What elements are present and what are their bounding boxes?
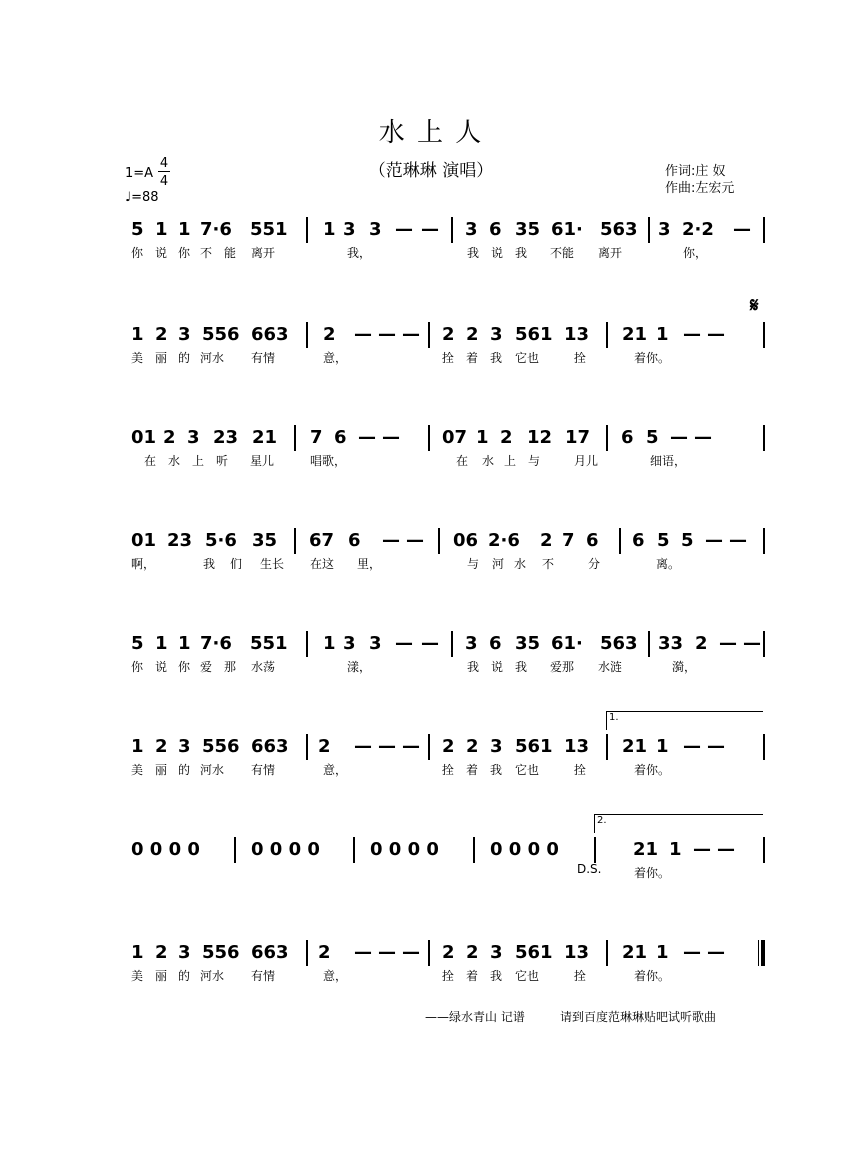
note: 23 (167, 530, 193, 551)
bar-line (306, 322, 308, 348)
note: 5 (681, 530, 694, 551)
final-bar-thick (761, 940, 764, 966)
lyric: 星儿 (250, 454, 275, 468)
note: 0 0 0 0 (251, 839, 320, 860)
bar-line (294, 528, 296, 554)
note: 563 (600, 633, 638, 654)
bar-line (606, 734, 608, 760)
score-line (0, 524, 862, 604)
note: 13 (564, 324, 590, 345)
lyricist-credit: 作词:庄 奴 (665, 164, 726, 179)
note: 7·6 (200, 219, 232, 240)
note: — (683, 736, 701, 757)
note: 561 (515, 324, 553, 345)
bar-line (763, 837, 765, 863)
note: — (733, 219, 751, 240)
note: — (670, 427, 688, 448)
lyric: 意， (323, 763, 348, 777)
lyric: 着你。 (634, 969, 671, 983)
lyric: 不能 (550, 246, 575, 260)
lyric: 水荡 (251, 660, 276, 674)
note: 1 (323, 633, 336, 654)
bar-line (306, 734, 308, 760)
note: 3 (465, 633, 478, 654)
volta-2 (594, 814, 763, 833)
lyric: 着 (466, 351, 479, 365)
bar-line (428, 425, 430, 451)
lyric: 们 (230, 557, 243, 571)
lyric: 我 (467, 660, 480, 674)
note: 21 (622, 324, 648, 345)
note: 3 (187, 427, 200, 448)
bar-line (428, 322, 430, 348)
lyric: 不 (542, 557, 555, 571)
lyric: 我 (203, 557, 216, 571)
lyric: 说 (155, 246, 168, 260)
note: 2 (318, 942, 331, 963)
lyric: 漾， (347, 660, 372, 674)
note: 1 (669, 839, 682, 860)
note: — (406, 530, 424, 551)
note: 07 (442, 427, 468, 448)
note: 3 (178, 942, 191, 963)
volta-2-label: 2. (597, 815, 607, 826)
note: 2 (155, 736, 168, 757)
note: 23 (213, 427, 239, 448)
note: 0 0 0 0 (370, 839, 439, 860)
note: 6 (632, 530, 645, 551)
note: 6 (334, 427, 347, 448)
note: 1 (178, 219, 191, 240)
note: 6 (489, 633, 502, 654)
note: 2·2 (682, 219, 714, 240)
lyric: 上 (192, 454, 205, 468)
listening-note: 请到百度范琳琳贴吧试听歌曲 (560, 1010, 717, 1024)
note: 556 (202, 942, 240, 963)
lyric: 生长 (260, 557, 285, 571)
note: — (683, 324, 701, 345)
bar-line (594, 837, 596, 863)
lyric: 说 (491, 246, 504, 260)
lyric: 有情 (251, 351, 276, 365)
lyric: 河水 (200, 969, 225, 983)
note: — (358, 427, 376, 448)
time-signature-numerator: 4 (159, 156, 169, 171)
note: 21 (252, 427, 278, 448)
note: 5 (131, 219, 144, 240)
lyric: 月儿 (574, 454, 599, 468)
segno-sign: 𝄋 (750, 293, 759, 317)
lyric: 我， (347, 246, 372, 260)
note: 2 (155, 324, 168, 345)
bar-line (763, 217, 765, 243)
lyric: 意， (323, 351, 348, 365)
lyric: 它也 (515, 351, 540, 365)
composer-credit: 作曲:左宏元 (665, 181, 735, 196)
note: 1 (155, 219, 168, 240)
note: 0 0 0 0 (131, 839, 200, 860)
lyric: 细语， (650, 454, 687, 468)
note: 551 (250, 633, 288, 654)
note: 2 (500, 427, 513, 448)
bar-line (234, 837, 236, 863)
note: — (378, 736, 396, 757)
final-bar-thin (758, 940, 759, 966)
lyric: 着你。 (634, 866, 671, 880)
note: — (402, 324, 420, 345)
note: 2 (442, 736, 455, 757)
bar-line (606, 322, 608, 348)
note: 551 (250, 219, 288, 240)
lyric: 你 (178, 246, 191, 260)
lyric: 拴 (442, 969, 455, 983)
lyric: 你 (131, 246, 144, 260)
bar-line (306, 631, 308, 657)
note: 0 0 0 0 (490, 839, 559, 860)
note: 1 (476, 427, 489, 448)
note: 2 (540, 530, 553, 551)
note: 3 (343, 219, 356, 240)
note: 3 (465, 219, 478, 240)
score-line (0, 730, 862, 810)
bar-line (473, 837, 475, 863)
lyric: 漪， (672, 660, 697, 674)
note: 1 (656, 736, 669, 757)
note: — (354, 324, 372, 345)
note: 1 (323, 219, 336, 240)
note: 561 (515, 736, 553, 757)
lyric: 拴 (442, 351, 455, 365)
lyric: 河水 (200, 763, 225, 777)
lyric: 美 (131, 969, 144, 983)
lyric: 里， (357, 557, 382, 571)
bar-line (763, 425, 765, 451)
lyric: 你 (131, 660, 144, 674)
lyric: 与 (528, 454, 541, 468)
note: 6 (586, 530, 599, 551)
lyric: 我 (490, 351, 503, 365)
bar-line (451, 631, 453, 657)
note: 2 (155, 942, 168, 963)
note: 01 (131, 530, 157, 551)
lyric: 拴 (574, 763, 587, 777)
note: — (693, 839, 711, 860)
lyric: 说 (491, 660, 504, 674)
volta-1-label: 1. (609, 712, 619, 723)
lyric: 丽 (155, 969, 168, 983)
note: — (717, 839, 735, 860)
lyric: 唱歌， (310, 454, 347, 468)
bar-line (428, 734, 430, 760)
note: 21 (622, 942, 648, 963)
note: 35 (252, 530, 278, 551)
note: — (378, 324, 396, 345)
note: — (402, 942, 420, 963)
note: 663 (251, 942, 289, 963)
note: 1 (131, 942, 144, 963)
note: — (354, 736, 372, 757)
note: 01 (131, 427, 157, 448)
lyric: 离开 (598, 246, 623, 260)
note: 3 (178, 736, 191, 757)
note: 3 (490, 324, 503, 345)
note: 1 (656, 324, 669, 345)
lyric: 在这 (310, 557, 335, 571)
lyric: 着你。 (634, 351, 671, 365)
lyric: 你， (683, 246, 708, 260)
lyric: 水 (482, 454, 495, 468)
note: 2 (466, 736, 479, 757)
lyric: 你 (178, 660, 191, 674)
key-signature: 1=A (125, 166, 154, 181)
lyric: 它也 (515, 763, 540, 777)
bar-line (606, 425, 608, 451)
note: 5·6 (205, 530, 237, 551)
lyric: 在 (456, 454, 469, 468)
note: 21 (622, 736, 648, 757)
note: 561 (515, 942, 553, 963)
bar-line (438, 528, 440, 554)
note: — (707, 324, 725, 345)
lyric: 我 (467, 246, 480, 260)
lyric: 听 (216, 454, 229, 468)
note: 35 (515, 219, 541, 240)
lyric: 爱 (200, 660, 213, 674)
note: 3 (178, 324, 191, 345)
bar-line (619, 528, 621, 554)
song-title: 水 上 人 (378, 118, 484, 148)
note: — (683, 942, 701, 963)
note: — (421, 633, 439, 654)
note: — (354, 942, 372, 963)
note: — (395, 633, 413, 654)
note: — (421, 219, 439, 240)
lyric: 我 (490, 969, 503, 983)
tempo-marking: ♩=88 (125, 190, 159, 205)
bar-line (763, 734, 765, 760)
lyric: 着 (466, 763, 479, 777)
note: 1 (131, 324, 144, 345)
note: 556 (202, 324, 240, 345)
lyric: 拴 (574, 351, 587, 365)
bar-line (428, 940, 430, 966)
lyric: 那 (224, 660, 237, 674)
bar-line (353, 837, 355, 863)
note: — (382, 427, 400, 448)
note: 6 (348, 530, 361, 551)
lyric: 爱那 (550, 660, 575, 674)
note: 3 (369, 633, 382, 654)
bar-line (648, 217, 650, 243)
lyric: 美 (131, 763, 144, 777)
note: — (694, 427, 712, 448)
note: 35 (515, 633, 541, 654)
score-line (0, 318, 862, 398)
score-line (0, 936, 862, 1016)
lyric: 我 (515, 246, 528, 260)
note: — (378, 942, 396, 963)
lyric: 的 (178, 763, 191, 777)
note: 2·6 (488, 530, 520, 551)
lyric: 我 (490, 763, 503, 777)
volta-1 (606, 711, 763, 730)
score-line (0, 213, 862, 293)
lyric: 丽 (155, 351, 168, 365)
note: 67 (309, 530, 335, 551)
lyric: 上 (504, 454, 517, 468)
score-line (0, 421, 862, 501)
lyric: 着 (466, 969, 479, 983)
note: 17 (565, 427, 591, 448)
note: — (707, 942, 725, 963)
lyric: 与 (467, 557, 480, 571)
note: 6 (489, 219, 502, 240)
bar-line (763, 631, 765, 657)
lyric: 水涟 (598, 660, 623, 674)
note: 556 (202, 736, 240, 757)
note: — (707, 736, 725, 757)
note: 2 (318, 736, 331, 757)
note: 1 (155, 633, 168, 654)
note: 1 (656, 942, 669, 963)
note: 563 (600, 219, 638, 240)
lyric: 河 (492, 557, 505, 571)
note: 2 (442, 324, 455, 345)
transcriber-credit: ——绿水青山 记谱 (425, 1010, 525, 1024)
note: 7 (310, 427, 323, 448)
note: 33 (658, 633, 684, 654)
note: 3 (658, 219, 671, 240)
lyric: 水 (168, 454, 181, 468)
note: — (382, 530, 400, 551)
note: 3 (490, 736, 503, 757)
lyric: 意， (323, 969, 348, 983)
lyric: 我 (515, 660, 528, 674)
bar-line (306, 940, 308, 966)
note: 7·6 (200, 633, 232, 654)
lyric: 的 (178, 969, 191, 983)
note: 5 (646, 427, 659, 448)
note: — (719, 633, 737, 654)
lyric: 离开 (251, 246, 276, 260)
note: 12 (527, 427, 553, 448)
note: — (705, 530, 723, 551)
lyric: 说 (155, 660, 168, 674)
note: 3 (369, 219, 382, 240)
note: 3 (343, 633, 356, 654)
lyric: 拴 (574, 969, 587, 983)
bar-line (294, 425, 296, 451)
lyric: 有情 (251, 969, 276, 983)
note: 7 (562, 530, 575, 551)
lyric: 拴 (442, 763, 455, 777)
bar-line (306, 217, 308, 243)
lyric: 分 (588, 557, 601, 571)
lyric: 啊， (131, 557, 156, 571)
note: 5 (131, 633, 144, 654)
bar-line (648, 631, 650, 657)
note: 3 (490, 942, 503, 963)
bar-line (763, 322, 765, 348)
lyric: 丽 (155, 763, 168, 777)
song-subtitle: （范琳琳 演唱） (368, 161, 494, 181)
lyric: 能 (224, 246, 237, 260)
note: 5 (657, 530, 670, 551)
note: — (729, 530, 747, 551)
lyric: 它也 (515, 969, 540, 983)
lyric: 着你。 (634, 763, 671, 777)
lyric: 在 (144, 454, 157, 468)
lyric: 不 (200, 246, 213, 260)
note: 61· (551, 633, 583, 654)
note: 21 (633, 839, 659, 860)
note: 2 (466, 324, 479, 345)
lyric: 美 (131, 351, 144, 365)
note: 1 (131, 736, 144, 757)
note: 663 (251, 324, 289, 345)
note: 1 (178, 633, 191, 654)
lyric: 有情 (251, 763, 276, 777)
bar-line (606, 940, 608, 966)
note: 2 (442, 942, 455, 963)
lyric: 河水 (200, 351, 225, 365)
note: — (402, 736, 420, 757)
note: 06 (453, 530, 479, 551)
score-line (0, 833, 862, 913)
note: 663 (251, 736, 289, 757)
dal-segno-marking: D.S. (577, 862, 602, 876)
note: 61· (551, 219, 583, 240)
note: 2 (323, 324, 336, 345)
bar-line (763, 528, 765, 554)
note: 6 (621, 427, 634, 448)
note: — (743, 633, 761, 654)
score-line (0, 627, 862, 707)
note: 2 (163, 427, 176, 448)
lyric: 离。 (656, 557, 681, 571)
note: 13 (564, 736, 590, 757)
note: 2 (466, 942, 479, 963)
lyric: 的 (178, 351, 191, 365)
lyric: 水 (514, 557, 527, 571)
time-signature-denominator: 4 (159, 174, 169, 189)
note: 13 (564, 942, 590, 963)
note: 2 (695, 633, 708, 654)
note: — (395, 219, 413, 240)
bar-line (451, 217, 453, 243)
